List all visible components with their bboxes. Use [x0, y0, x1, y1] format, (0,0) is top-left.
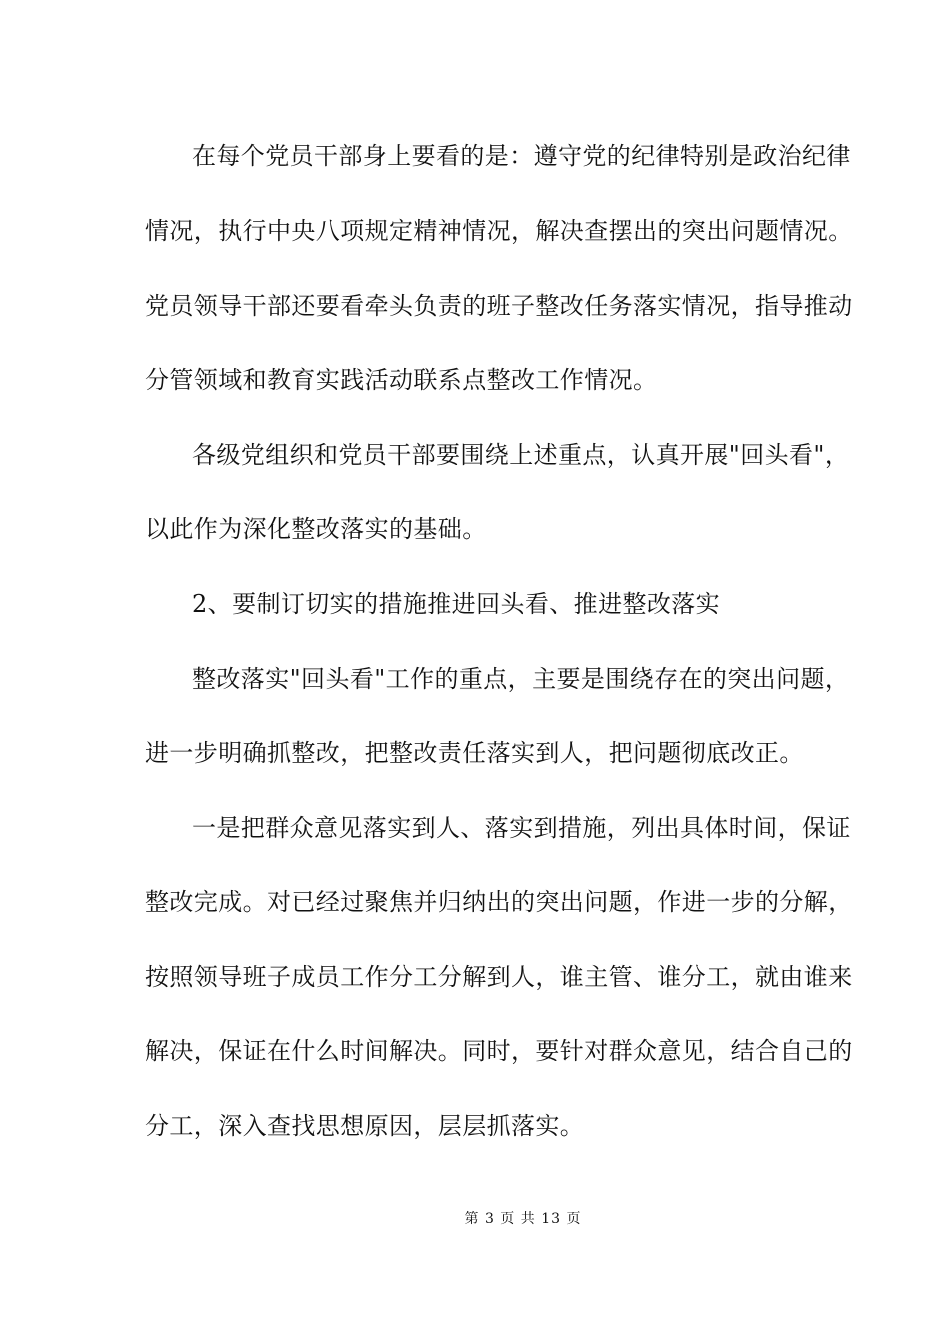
section-heading: 2、要制订切实的措施推进回头看、推进整改落实 — [192, 590, 721, 618]
paragraph-line: 党员领导干部还要看牵头负责的班子整改任务落实情况，指导推动 — [145, 292, 853, 320]
paragraph-line: 整改落实"回头看"工作的重点，主要是围绕存在的突出问题， — [192, 665, 850, 693]
paragraph-line: 各级党组织和党员干部要围绕上述重点，认真开展"回头看"， — [192, 441, 850, 469]
paragraph-line: 整改完成。对已经过聚焦并归纳出的突出问题，作进一步的分解， — [145, 888, 853, 916]
paragraph-line: 以此作为深化整改落实的基础。 — [145, 515, 487, 543]
paragraph-line: 分管领域和教育实践活动联系点整改工作情况。 — [145, 366, 658, 394]
paragraph-line: 进一步明确抓整改，把整改责任落实到人，把问题彻底改正。 — [145, 739, 804, 767]
paragraph-line: 按照领导班子成员工作分工分解到人，谁主管、谁分工，就由谁来 — [145, 963, 853, 991]
paragraph-line: 情况，执行中央八项规定精神情况，解决查摆出的突出问题情况。 — [145, 217, 853, 245]
paragraph-line: 一是把群众意见落实到人、落实到措施，列出具体时间，保证 — [192, 814, 851, 842]
paragraph-line: 解决，保证在什么时间解决。同时，要针对群众意见，结合自己的 — [145, 1037, 853, 1065]
page-number: 第 3 页 共 13 页 — [464, 1211, 582, 1227]
paragraph-line: 分工，深入查找思想原因，层层抓落实。 — [145, 1112, 585, 1140]
paragraph-line: 在每个党员干部身上要看的是：遵守党的纪律特别是政治纪律 — [192, 142, 851, 170]
